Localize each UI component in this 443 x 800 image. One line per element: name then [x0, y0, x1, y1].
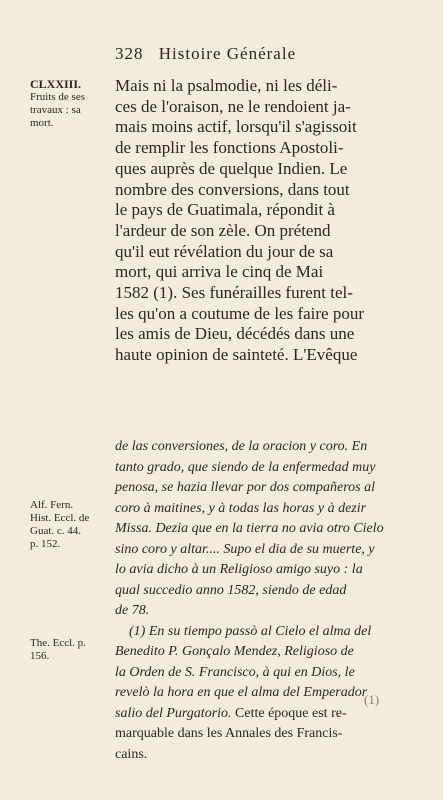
text-line: ces de l'oraison, ne le rendoient ja- — [115, 96, 351, 116]
footnote-roman-text: Cette époque est re- — [235, 705, 347, 721]
footnote-line-italic: salio del Purgatorio. — [115, 705, 232, 721]
footnotes — [115, 437, 415, 765]
margin-note-citation-2 — [30, 637, 108, 663]
text-line: haute opinion de sainteté. L'Evêque — [115, 345, 358, 365]
text-line: les qu'on a coutume de les faire pour — [115, 303, 365, 323]
footnote-line: la Orden de S. Francisco, à qui en Dios, le — [115, 664, 355, 680]
text-line: de remplir les fonctions Apostoli- — [115, 138, 344, 158]
margin-note-line: travaux : sa — [30, 104, 81, 116]
citation-line: Alf. Fern. — [30, 499, 74, 511]
citation-line: p. 152. — [30, 538, 61, 550]
show-through-mark: (1) — [364, 692, 380, 707]
footnote-line: lo avia dicho à un Religioso amigo suyo : la — [115, 562, 363, 577]
margin-note-line: mort. — [30, 117, 54, 129]
margin-note-line: Fruits de ses — [30, 91, 85, 103]
footnote-line: coro à maitines, y à todas las horas y à dezir — [115, 500, 367, 516]
text-line: mais moins actif, lorsqu'il s'agissoit — [115, 117, 357, 137]
text-line: ques auprès de quelque Indien. Le — [115, 158, 348, 178]
page-number: 328 — [115, 44, 144, 63]
footnote-line: penosa, se hazia llevar por dos compañeros al — [115, 480, 376, 495]
text-line: les amis de Dieu, décédés dans une — [115, 324, 355, 344]
text-line: Mais ni la psalmodie, ni les déli- — [115, 76, 338, 95]
text-line: qu'il eut révélation du jour de sa — [115, 241, 334, 261]
footnote-line: (1) En su tiempo passò al Cielo el alma del — [129, 623, 372, 639]
footnote-line: sino coro y altar.... Supo el dia de su muerte, y — [115, 541, 375, 557]
footnote-line: Missa. Dezia que en la tierra no avia otro Cielo — [115, 521, 384, 536]
footnote-line: marquable dans les Annales des Francis- — [115, 726, 343, 741]
footnote-line: tanto grado, que siendo de la enfermedad muy — [115, 459, 376, 475]
page-header — [115, 44, 296, 64]
running-title: Histoire Générale — [158, 44, 297, 63]
text-line: nombre des conversions, dans tout — [115, 179, 350, 199]
margin-note-citation — [30, 499, 108, 551]
citation-line: Hist. Eccl. de — [30, 512, 90, 524]
citation-line: Guat. c. 44. — [30, 525, 82, 537]
main-text — [115, 76, 415, 366]
margin-note-chapter: CLXXIII. — [30, 77, 82, 91]
margin-note-summary — [30, 78, 110, 130]
footnote-line: de 78. — [115, 603, 150, 618]
footnote-line: de las conversiones, de la oracion y coro. En — [115, 439, 368, 454]
text-line: l'ardeur de son zèle. On prétend — [115, 220, 331, 240]
citation-line: 156. — [30, 650, 50, 662]
text-line: mort, qui arriva le cinq de Mai — [115, 262, 324, 282]
footnote-line: cains. — [115, 746, 148, 762]
footnote-line: qual succedio anno 1582, siendo de edad — [115, 582, 347, 598]
footnote-line: Benedito P. Gonçalo Mendez, Religioso de — [115, 644, 354, 659]
footnote-line: revelò la hora en que el alma del Emperador — [115, 685, 368, 700]
text-line: le pays de Guatimala, répondit à — [115, 200, 335, 220]
text-line: 1582 (1). Ses funérailles furent tel- — [115, 283, 353, 303]
citation-line: The. Eccl. p. — [30, 637, 86, 649]
